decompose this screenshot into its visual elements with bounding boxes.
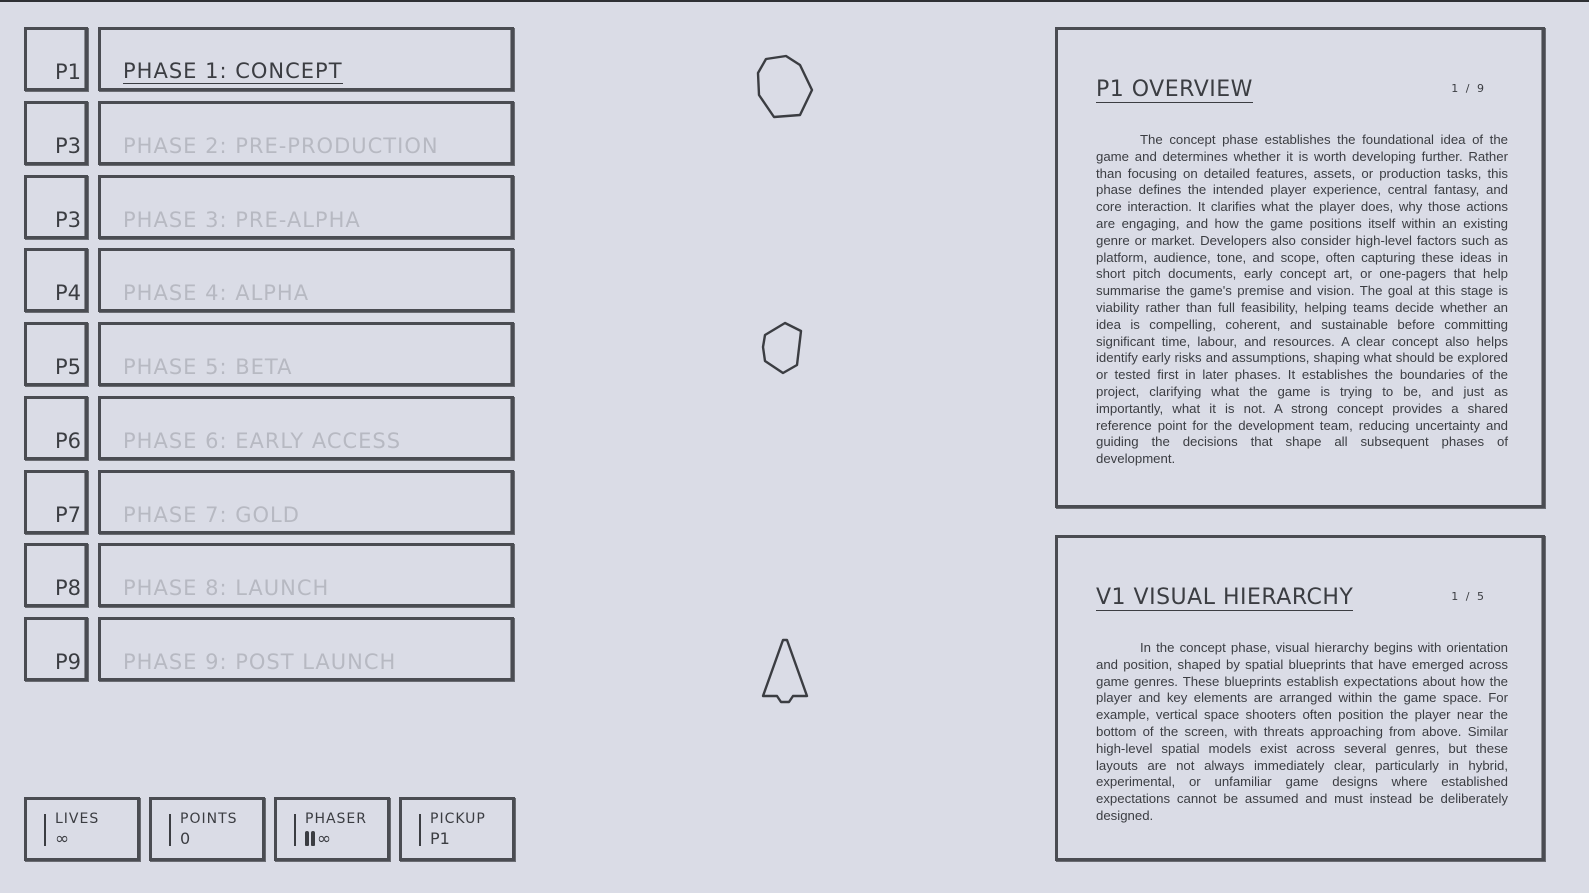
overview-panel [1055, 27, 1545, 508]
lives-value [55, 829, 68, 849]
phase-button[interactable] [98, 396, 514, 460]
phase-button[interactable] [98, 27, 514, 91]
phase-code-box[interactable] [24, 617, 88, 681]
phase-label: PHASE 1: CONCEPT [123, 59, 343, 83]
stat-divider [419, 814, 421, 846]
points-stat [149, 797, 265, 861]
ammo-pip [305, 831, 309, 846]
phase-button[interactable] [98, 175, 514, 239]
phase-code: P7 [54, 503, 81, 527]
stat-divider [294, 814, 296, 846]
asteroid-icon [763, 323, 801, 373]
phase-code: P3 [54, 208, 81, 232]
asteroid-icon [758, 56, 812, 117]
phaser-stat [274, 797, 390, 861]
lives-title: LIVES [55, 811, 100, 827]
phase-button[interactable] [98, 470, 514, 534]
points-title: POINTS [180, 811, 238, 827]
visual-hierarchy-page-indicator: 1 / 5 [1451, 590, 1486, 603]
player-ship-icon [763, 640, 807, 702]
phase-code: P4 [54, 281, 81, 305]
phaser-value [305, 829, 330, 849]
phase-label: PHASE 5: BETA [123, 355, 293, 379]
visual-hierarchy-panel [1055, 535, 1545, 861]
overview-page-indicator: 1 / 9 [1451, 82, 1486, 95]
top-edge-line [0, 0, 1589, 2]
pickup-stat [399, 797, 515, 861]
phase-code-box[interactable] [24, 396, 88, 460]
phaser-title: PHASER [305, 811, 368, 827]
asteroid-large [756, 55, 814, 119]
phase-button[interactable] [98, 248, 514, 312]
phase-label: PHASE 7: GOLD [123, 503, 300, 527]
stat-divider [169, 814, 171, 846]
phase-label: PHASE 3: PRE-ALPHA [123, 208, 361, 232]
phase-label: PHASE 6: EARLY ACCESS [123, 429, 402, 453]
phase-button[interactable] [98, 101, 514, 165]
phase-code-box[interactable] [24, 248, 88, 312]
phase-code-box[interactable] [24, 175, 88, 239]
phase-code: P3 [54, 134, 81, 158]
phase-button[interactable] [98, 617, 514, 681]
phase-code-box[interactable] [24, 470, 88, 534]
pickup-value: P1 [430, 829, 450, 848]
lives-stat [24, 797, 140, 861]
pickup-title: PICKUP [430, 811, 486, 827]
phase-code-box[interactable] [24, 543, 88, 607]
visual-hierarchy-title: V1 VISUAL HIERARCHY [1096, 585, 1354, 610]
phase-button[interactable] [98, 543, 514, 607]
phase-label: PHASE 9: POST LAUNCH [123, 650, 397, 674]
phase-label: PHASE 4: ALPHA [123, 281, 310, 305]
phase-code: P9 [54, 650, 81, 674]
ammo-pip [311, 831, 315, 846]
phase-code: P1 [54, 60, 81, 84]
overview-title: P1 OVERVIEW [1096, 77, 1253, 102]
infinity-icon: ∞ [55, 829, 69, 849]
visual-hierarchy-body: In the concept phase, visual hierarchy begins with orientation and position, shaped by spatial blueprints that have emerged across game genres. These blueprints establish expectations about how the player and key elements are arranged within the game space. For example, vertical space shooters often position the player near the bottom of the screen, with threats approaching from above. Similar high-level spatial models exist across several genres, but these layouts are not always immediately clear, particularly in hybrid, experimental, or unfamiliar game designs where established expectations cannot be assumed and must instead be deliberately designed. [1096, 640, 1508, 823]
phase-code: P8 [54, 576, 81, 600]
phase-code: P5 [54, 355, 81, 379]
asteroid-small [761, 321, 805, 377]
phase-code-box[interactable] [24, 27, 88, 91]
player-ship [761, 638, 809, 706]
overview-body: The concept phase establishes the foundational idea of the game and determines whether it is worth developing further. Rather than focusing on detailed features, assets, or production tasks, this phase defines the intended player experience, central fantasy, and core interaction. It clarifies what the player does, why those actions are engaging, and how the game positions itself within an existing genre or market. Developers also consider high-level factors such as platform, audience, tone, and scope, often capturing these ideas in short pitch documents, early concept art, or one-pagers that help summarise the game's premise and vision. The goal at this stage is viability rather than full feasibility, helping teams decide whether an idea is compelling, coherent, and sustainable before committing significant time, labour, and resources. A clear concept also helps identify early risks and assumptions, shaping what should be explored or tested first in later phases. It establishes the boundaries of the project, clarifying what the game is trying to be, and just as importantly, what it is not. A strong concept provides a shared reference point for the development team, reducing uncertainty and guiding the decisions that shape all subsequent phases of development. [1096, 132, 1508, 467]
phase-label: PHASE 2: PRE-PRODUCTION [123, 134, 439, 158]
phase-code-box[interactable] [24, 322, 88, 386]
phase-code-box[interactable] [24, 101, 88, 165]
phase-code: P6 [54, 429, 81, 453]
phase-label: PHASE 8: LAUNCH [123, 576, 330, 600]
phase-button[interactable] [98, 322, 514, 386]
infinity-icon: ∞ [317, 829, 331, 849]
ammo-icon [305, 829, 317, 848]
points-value: 0 [180, 829, 191, 848]
stat-divider [44, 814, 46, 846]
